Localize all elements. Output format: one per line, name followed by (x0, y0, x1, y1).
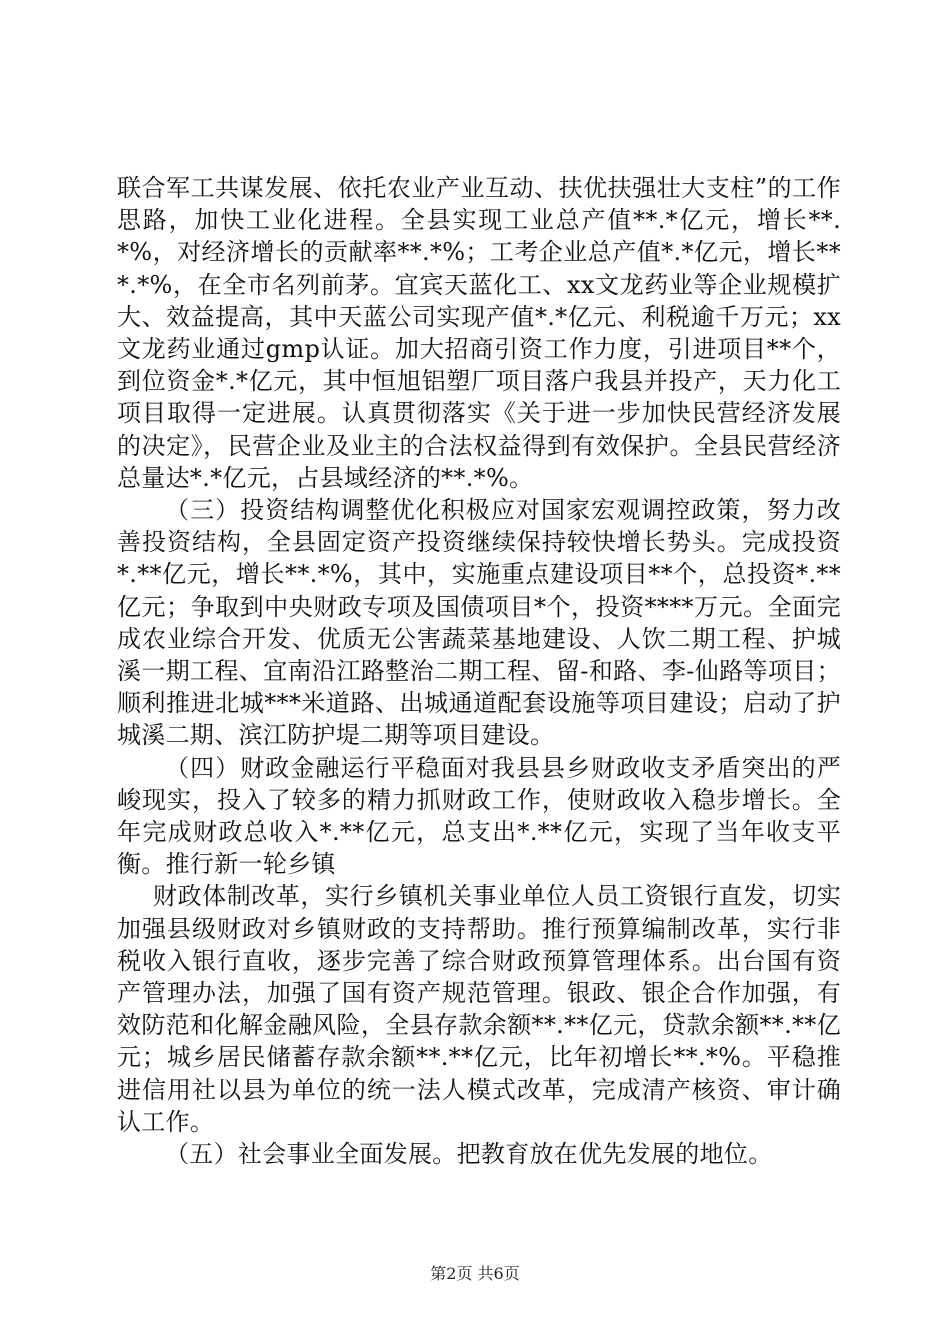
paragraph-investment: （三）投资结构调整优化积极应对国家宏观调控政策，努力改善投资结构，全县固定资产投资继续保持较快增长势头。完成投资*.**亿元，增长**.*%，其中，实施重点建设项目**个，总投资*.**亿元；争取到中央财政专项及国债项目*个，投资****万元。全面完成农业综合开发、优质无公害蔬菜基地建设、人饮二期工程、护城溪一期工程、宜南沿江路整治二期工程、留-和路、李-仙路等项目；顺利推进北城***米道路、出城通道配套设施等项目建设；启动了护城溪二期、滨江防护堤二期等项目建设。 (117, 496, 841, 750)
page-footer: 第2页 共6页 (430, 1264, 520, 1283)
paragraph-fiscal-reform: 财政体制改革，实行乡镇机关事业单位人员工资银行直发，切实加强县级财政对乡镇财政的支持帮助。推行预算编制改革，实行非税收入银行直收，逐步完善了综合财政预算管理体系。出台国有资产管理办法，加强了国有资产规范管理。银政、银企合作加强，有效防范和化解金融风险，全县存款余额**.**亿元，贷款余额**.**亿元；城乡居民储蓄存款余额**.**亿元，比年初增长**.*%。平稳推进信用社以县为单位的统一法人模式改革，完成清产核资、审计确认工作。 (117, 882, 841, 1136)
document-body (117, 172, 841, 1170)
paragraph-social: （五）社会事业全面发展。把教育放在优先发展的地位。 (165, 1140, 773, 1169)
paragraph-finance: （四）财政金融运行平稳面对我县县乡财政收支矛盾突出的严峻现实，投入了较多的精力抓财政工作，使财政收入稳步增长。全年完成财政总收入*.**亿元，总支出*.**亿元，实现了当年收支平衡。推行新一轮乡镇 (117, 753, 841, 879)
paragraph-industry: 联合军工共谋发展、依托农业产业互动、扶优扶强壮大支柱”的工作思路，加快工业化进程。全县实现工业总产值**.*亿元，增长**.*%，对经济增长的贡献率**.*%；工考企业总产值*.*亿元，增长***.*%，在全市名列前茅。宜宾天蓝化工、xx文龙药业等企业规模扩大、效益提高，其中天蓝公司实现产值*.*亿元、利税逾千万元；xx文龙药业通过gmp认证。加大招商引资工作力度，引进项目**个，到位资金*.*亿元，其中恒旭铝塑厂项目落户我县并投产，天力化工项目取得一定进展。认真贯彻落实《关于进一步加快民营经济发展的决定》，民营企业及业主的合法权益得到有效保护。全县民营经济总量达*.*亿元，占县域经济的**.*%。 (117, 174, 841, 492)
